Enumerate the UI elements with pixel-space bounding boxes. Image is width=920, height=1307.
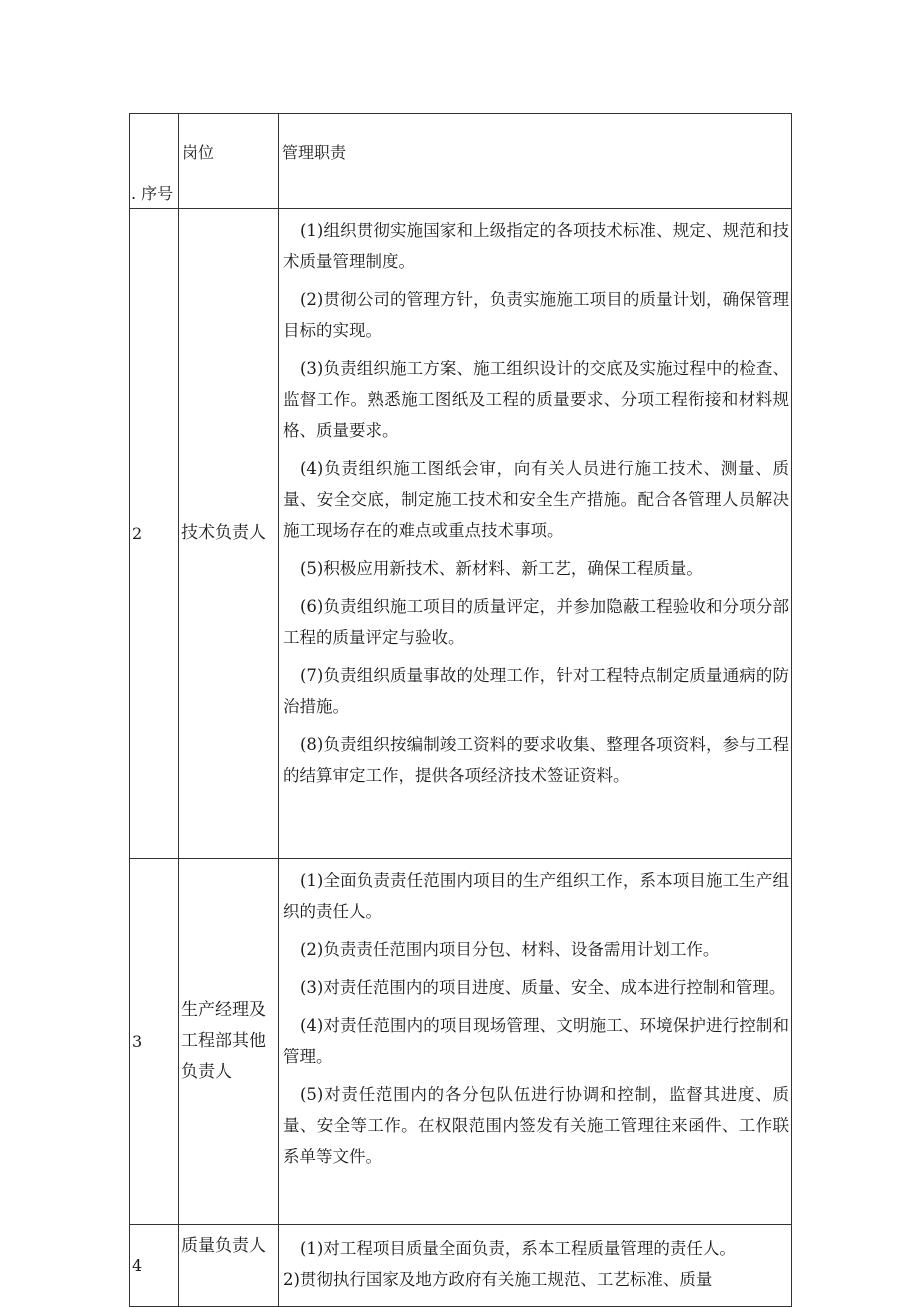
table-header-row (130, 114, 792, 209)
row-position: 技术负责人 (179, 209, 279, 859)
duty-item: (6)负责组织施工项目的质量评定，并参加隐蔽工程验收和分项分部工程的质量评定与验收。 (283, 597, 789, 647)
duty-item: 2)贯彻执行国家及地方政府有关施工规范、工艺标准、质量 (283, 1270, 713, 1289)
duty-item: (2)贯彻公司的管理方针，负责实施施工项目的质量计划，确保管理目标的实现。 (283, 290, 789, 340)
row-duties (279, 859, 792, 1225)
table-row (130, 209, 792, 859)
table-row (130, 859, 792, 1225)
duty-item: (1)全面负责责任范围内项目的生产组织工作，系本项目施工生产组织的责任人。 (283, 871, 789, 921)
row-duties (279, 1225, 792, 1307)
duty-item: (5)积极应用新技术、新材料、新工艺，确保工程质量。 (300, 559, 703, 578)
row-seq: 3 (130, 859, 179, 1225)
row-duties (279, 209, 792, 859)
duty-item: (8)负责组织按编制竣工资料的要求收集、整理各项资料，参与工程的结算审定工作，提供各项经济技术签证资料。 (283, 735, 789, 785)
duty-item: (2)负责责任范围内项目分包、材料、设备需用计划工作。 (300, 940, 720, 959)
duty-item: (3)负责组织施工方案、施工组织设计的交底及实施过程中的检查、监督工作。熟悉施工图纸及工程的质量要求、分项工程衔接和材料规格、质量要求。 (283, 359, 789, 440)
duty-item: (3)对责任范围内的项目进度、质量、安全、成本进行控制和管理。 (300, 978, 786, 997)
duty-item: (4)对责任范围内的项目现场管理、文明施工、环境保护进行控制和管理。 (283, 1016, 789, 1066)
row-position: 质量负责人 (179, 1225, 279, 1307)
table-row (130, 1225, 792, 1307)
duty-item: (4)负责组织施工图纸会审，向有关人员进行施工技术、测量、质量、安全交底，制定施工技术和安全生产措施。配合各管理人员解决施工现场存在的难点或重点技术事项。 (283, 459, 789, 540)
row-seq: 4 (130, 1225, 179, 1307)
duty-item: (1)组织贯彻实施国家和上级指定的各项技术标准、规定、规范和技术质量管理制度。 (283, 221, 789, 271)
row-seq: 2 (130, 209, 179, 859)
duty-table (129, 113, 792, 1307)
duty-item: (1)对工程项目质量全面负责，系本工程质量管理的责任人。 (300, 1239, 736, 1258)
header-duty: 管理职责 (279, 114, 792, 209)
header-seq: . 序号 (130, 114, 179, 209)
row-position: 生产经理及工程部其他负责人 (179, 859, 279, 1225)
header-position: 岗位 (179, 114, 279, 209)
duty-item: (5)对责任范围内的各分包队伍进行协调和控制，监督其进度、质量、安全等工作。在权限范围内签发有关施工管理往来函件、工作联系单等文件。 (283, 1085, 789, 1166)
duty-item: (7)负责组织质量事故的处理工作，针对工程特点制定质量通病的防治措施。 (283, 666, 789, 716)
